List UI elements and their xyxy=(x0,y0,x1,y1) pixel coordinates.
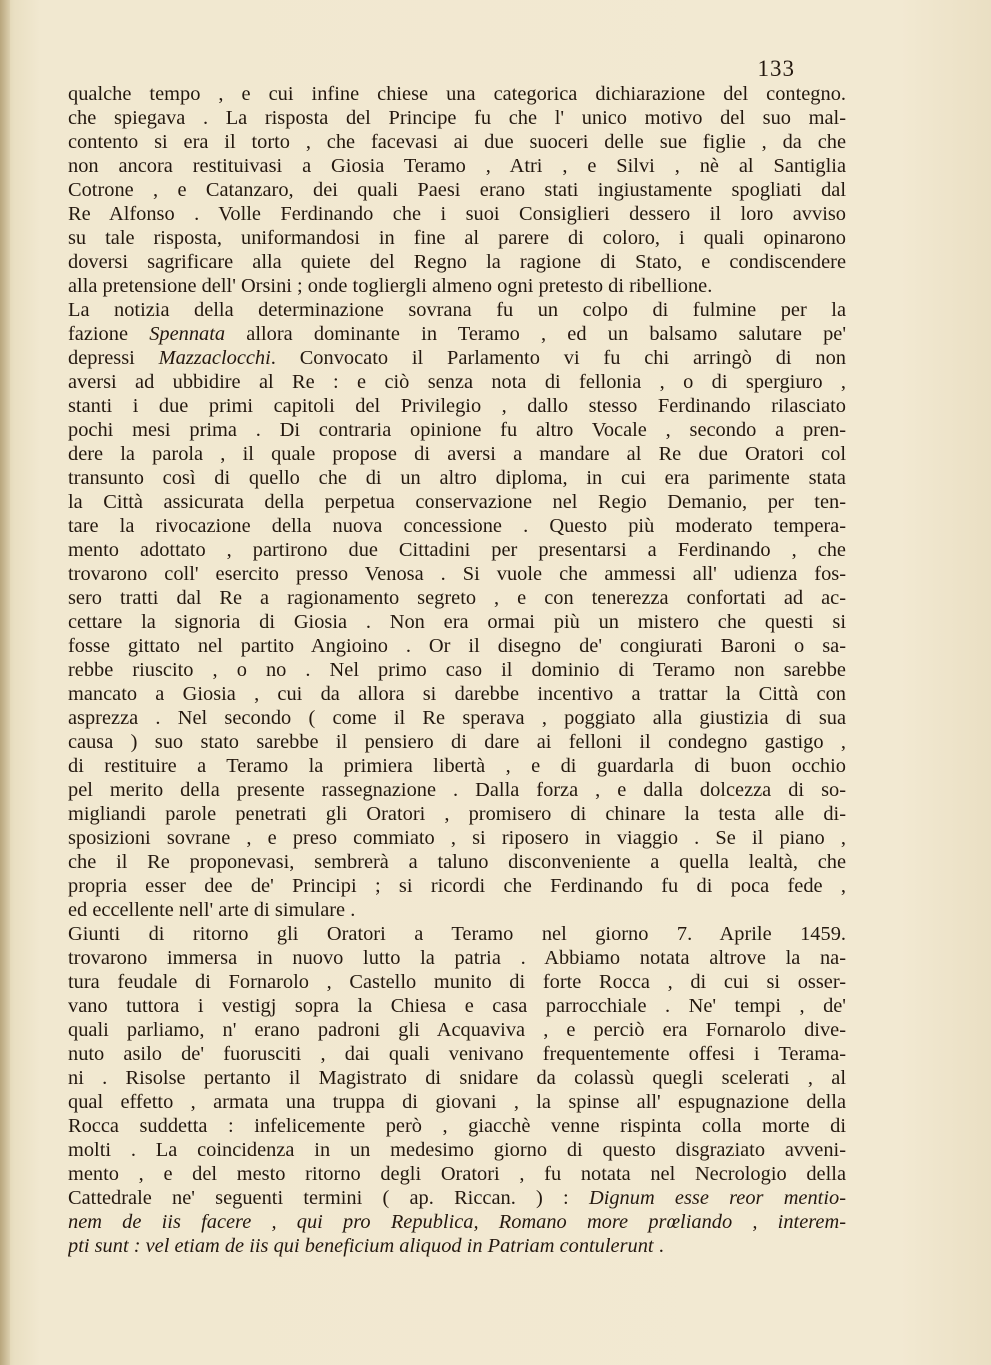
text-line xyxy=(68,898,846,922)
text-line xyxy=(68,1210,846,1234)
page-spine-shadow xyxy=(0,0,10,1365)
page-number: 133 xyxy=(757,56,795,81)
text-line xyxy=(68,1066,846,1090)
text-run: allora dominante in Teramo , ed un balsamo salutare pe' xyxy=(225,323,846,345)
text-run: Rocca suddetta : infelicemente però , giacchè venne rispinta colla morte di xyxy=(68,1115,846,1137)
text-line xyxy=(68,466,846,490)
italic-run: Dignum esse reor mentio- xyxy=(588,1187,846,1209)
text-run: cettare la signoria di Giosia . Non era ormai più un mistero che questi si xyxy=(68,611,846,633)
text-run: che spiegava . La risposta del Principe fu che l' unico motivo del suo mal- xyxy=(68,107,846,129)
text-run: trovarono coll' esercito presso Venosa . Si vuole che ammessi all' udienza fos- xyxy=(68,563,846,585)
text-run: qual effetto , armata una truppa di giovani , la spinse all' espugnazione della xyxy=(68,1091,846,1113)
text-run: ni . Risolse pertanto il Magistrato di snidare da colassù quegli scelerati , al xyxy=(68,1067,846,1089)
text-line xyxy=(68,610,846,634)
text-line xyxy=(68,826,846,850)
text-run: . xyxy=(653,1235,664,1257)
text-line xyxy=(68,274,846,298)
text-line xyxy=(68,994,846,1018)
text-line xyxy=(68,298,846,322)
text-run: Cotrone , e Catanzaro, dei quali Paesi erano stati ingiustamente spogliati dal xyxy=(68,179,846,201)
text-run: vano tuttora i vestigj sopra la Chiesa e casa parrocchiale . Ne' tempi , de' xyxy=(68,995,846,1017)
text-run: alla pretensione dell' Orsini ; onde togliergli almeno ogni pretesto di ribellione. xyxy=(68,275,713,297)
text-line xyxy=(68,586,846,610)
text-run: rebbe riuscito , o no . Nel primo caso il dominio di Teramo non sarebbe xyxy=(68,659,846,681)
text-run: sposizioni sovrane , e preso commiato , si riposero in viaggio . Se il piano , xyxy=(68,827,846,849)
text-run: ed eccellente nell' arte di simulare . xyxy=(68,899,356,921)
text-run: Re Alfonso . Volle Ferdinando che i suoi Consiglieri dessero il loro avviso xyxy=(68,203,846,225)
text-line xyxy=(68,178,846,202)
text-line xyxy=(68,850,846,874)
text-run: Giunti di ritorno gli Oratori a Teramo nel giorno 7. Aprile 1459. xyxy=(68,923,846,945)
text-run: . Convocato il Parlamento vi fu chi arringò di non xyxy=(270,347,846,369)
text-run: pochi mesi prima . Di contraria opinione fu altro Vocale , secondo a pren- xyxy=(68,419,846,441)
text-line xyxy=(68,346,846,370)
text-line xyxy=(68,946,846,970)
text-line xyxy=(68,1138,846,1162)
text-line xyxy=(68,1018,846,1042)
text-line xyxy=(68,370,846,394)
text-run: che il Re proponevasi, sembrerà a taluno disconveniente a quella lealtà, che xyxy=(68,851,846,873)
text-line xyxy=(68,778,846,802)
italic-run: Spennata xyxy=(149,323,226,345)
text-run: di restituire a Teramo la primiera libertà , e di guardarla di buon occhio xyxy=(68,755,846,777)
text-line xyxy=(68,394,846,418)
text-line xyxy=(68,970,846,994)
text-run: doversi sagrificare alla quiete del Regno la ragione di Stato, e condiscendere xyxy=(68,251,846,273)
text-run: dere la parola , il quale propose di aversi a mandare al Re due Oratori col xyxy=(68,443,846,465)
text-line xyxy=(68,730,846,754)
text-line xyxy=(68,226,846,250)
text-line xyxy=(68,82,846,106)
text-run: fosse gittato nel partito Angioino . Or il disegno de' congiurati Baroni o sa- xyxy=(68,635,846,657)
text-line xyxy=(68,250,846,274)
text-run: tare la rivocazione della nuova concessione . Questo più moderato tempera- xyxy=(68,515,846,537)
text-run: contento si era il torto , che facevasi ai due suoceri delle sue figlie , da che xyxy=(68,131,846,153)
text-line xyxy=(68,922,846,946)
text-line xyxy=(68,322,846,346)
text-line xyxy=(68,442,846,466)
text-run: stanti i due primi capitoli del Privilegio , dallo stesso Ferdinando rilasciato xyxy=(68,395,846,417)
text-line xyxy=(68,562,846,586)
text-run: La notizia della determinazione sovrana fu un colpo di fulmine per la xyxy=(68,299,846,321)
text-run: migliandi parole penetrati gli Oratori , promisero di chinare la testa alle di- xyxy=(68,803,846,825)
text-run: quali parliamo, n' erano padroni gli Acquaviva , e perciò era Fornarolo dive- xyxy=(68,1019,846,1041)
text-line xyxy=(68,874,846,898)
text-line xyxy=(68,1114,846,1138)
text-line xyxy=(68,1042,846,1066)
text-line xyxy=(68,538,846,562)
text-run: nuto asilo de' fuorusciti , dai quali venivano frequentemente offesi i Terama- xyxy=(68,1043,846,1065)
text-line xyxy=(68,106,846,130)
text-line xyxy=(68,658,846,682)
text-run: depressi xyxy=(68,347,159,369)
italic-run: Mazzaclocchi xyxy=(158,347,271,369)
text-run: tura feudale di Fornarolo , Castello munito di forte Rocca , di cui si osser- xyxy=(68,971,846,993)
text-run: mento , e del mesto ritorno degli Oratori , fu notata nel Necrologio della xyxy=(68,1163,846,1185)
text-line xyxy=(68,802,846,826)
text-run: sero tratti dal Re a ragionamento segreto , e con tenerezza confortati ad ac- xyxy=(68,587,846,609)
text-line xyxy=(68,754,846,778)
text-run: mento adottato , partirono due Cittadini per presentarsi a Ferdinando , che xyxy=(68,539,846,561)
text-run: la Città assicurata della perpetua conservazione nel Regio Demanio, per ten- xyxy=(68,491,846,513)
text-run: causa ) suo stato sarebbe il pensiero di dare ai felloni il condegno gastigo , xyxy=(68,731,846,753)
text-line xyxy=(68,706,846,730)
italic-run: nem de iis facere , qui pro Republica, Romano more prœliando , interem- xyxy=(68,1211,846,1233)
text-run: mancato a Giosia , cui da allora si darebbe incentivo a trattar la Città con xyxy=(68,683,846,705)
text-run: qualche tempo , e cui infine chiese una categorica dichiarazione del contegno. xyxy=(68,83,846,105)
text-run: molti . La coincidenza in un medesimo giorno di questo disgraziato avveni- xyxy=(68,1139,846,1161)
text-run: asprezza . Nel secondo ( come il Re sperava , poggiato alla giustizia di sua xyxy=(68,707,846,729)
text-run: fazione xyxy=(68,323,150,345)
text-line xyxy=(68,490,846,514)
body-text xyxy=(68,82,846,1258)
text-run: transunto così di quello che di un altro diploma, in cui era parimente stata xyxy=(68,467,846,489)
text-run: non ancora restituivasi a Giosia Teramo , Atri , e Silvi , nè al Santiglia xyxy=(68,155,846,177)
italic-run: pti sunt : vel etiam de iis qui beneficium aliquod in Patriam contulerunt xyxy=(68,1235,654,1257)
text-line xyxy=(68,202,846,226)
text-line xyxy=(68,418,846,442)
text-line xyxy=(68,1186,846,1210)
text-line xyxy=(68,1234,846,1258)
text-run: pel merito della presente rassegnazione . Dalla forza , e dalla dolcezza di so- xyxy=(68,779,846,801)
text-run: aversi ad ubbidire al Re : e ciò senza nota di fellonia , o di spergiuro , xyxy=(68,371,846,393)
text-line xyxy=(68,130,846,154)
text-line xyxy=(68,514,846,538)
text-line xyxy=(68,1162,846,1186)
text-run: propria esser dee de' Principi ; si ricordi che Ferdinando fu di poca fede , xyxy=(68,875,846,897)
text-run: su tale risposta, uniformandosi in fine al parere di coloro, i quali opinarono xyxy=(68,227,846,249)
text-line xyxy=(68,634,846,658)
text-line xyxy=(68,682,846,706)
text-run: trovarono immersa in nuovo lutto la patria . Abbiamo notata altrove la na- xyxy=(68,947,846,969)
text-line xyxy=(68,1090,846,1114)
text-line xyxy=(68,154,846,178)
text-run: Cattedrale ne' seguenti termini ( ap. Riccan. ) : xyxy=(68,1187,589,1209)
